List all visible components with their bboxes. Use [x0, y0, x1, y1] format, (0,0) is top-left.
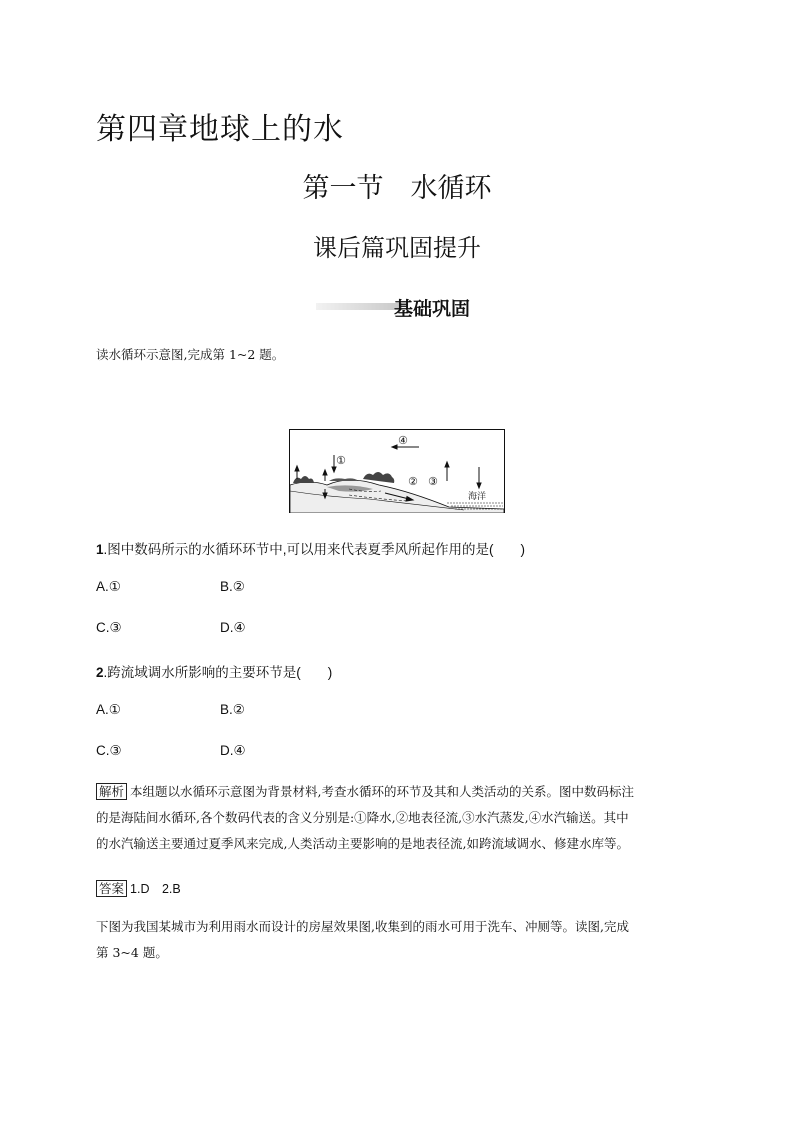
label-4: ④ — [398, 434, 408, 447]
answer-text: 1.D 2.B — [130, 882, 181, 896]
subtitle: 课后篇巩固提升 — [313, 234, 481, 262]
analysis-line-2: 的是海陆间水循环,各个数码代表的含义分别是:①降水,②地表径流,③水汽蒸发,④水汽输送。其中 — [96, 810, 629, 825]
answer-tag: 答案 — [96, 880, 127, 897]
question-2-number: 2 — [96, 665, 104, 680]
band-title: 基础巩固 — [394, 298, 471, 320]
analysis-block — [96, 779, 696, 857]
question-2-stem: .跨流域调水所影响的主要环节是( ) — [103, 665, 333, 680]
q2-option-c: C.③ — [96, 743, 122, 758]
question-1 — [96, 538, 525, 558]
intro2-line-1: 下图为我国某城市为利用雨水而设计的房屋效果图,收集到的雨水可用于洗车、冲厕等。读图,完成 — [96, 919, 629, 934]
label-2: ② — [408, 475, 418, 488]
q2-option-b: B.② — [220, 702, 245, 717]
water-cycle-diagram — [289, 429, 505, 513]
analysis-tag: 解析 — [96, 783, 127, 800]
intro2-line-2: 第 3~4 题。 — [96, 945, 168, 960]
q1-option-a: A.① — [96, 579, 121, 594]
analysis-text-1: 本组题以水循环示意图为背景材料,考查水循环的环节及其和人类活动的关系。图中数码标注 — [130, 784, 634, 799]
question-1-number: 1 — [96, 542, 104, 557]
label-1: ① — [336, 454, 346, 467]
question-1-stem: .图中数码所示的水循环环节中,可以用来代表夏季风所起作用的是( ) — [103, 542, 526, 557]
label-3: ③ — [428, 475, 438, 488]
band-decoration — [316, 303, 402, 310]
q1-option-b: B.② — [220, 579, 245, 594]
answer-block — [96, 876, 696, 902]
question-2 — [96, 661, 332, 681]
analysis-line-3: 的水汽输送主要通过夏季风来完成,人类活动主要影响的是地表径流,如跨流域调水、修建水库等。 — [96, 836, 629, 851]
chapter-title: 第四章地球上的水 — [96, 112, 344, 147]
q2-option-d: D.④ — [220, 743, 246, 758]
q2-option-a: A.① — [96, 702, 121, 717]
analysis-line-1 — [96, 779, 696, 805]
q1-option-d: D.④ — [220, 620, 246, 635]
intro-text-1: 读水循环示意图,完成第 1~2 题。 — [96, 347, 285, 362]
section-title: 第一节 水循环 — [302, 173, 492, 204]
label-sea: 海洋 — [468, 492, 487, 502]
intro-text-2 — [96, 914, 696, 966]
q1-option-c: C.③ — [96, 620, 122, 635]
